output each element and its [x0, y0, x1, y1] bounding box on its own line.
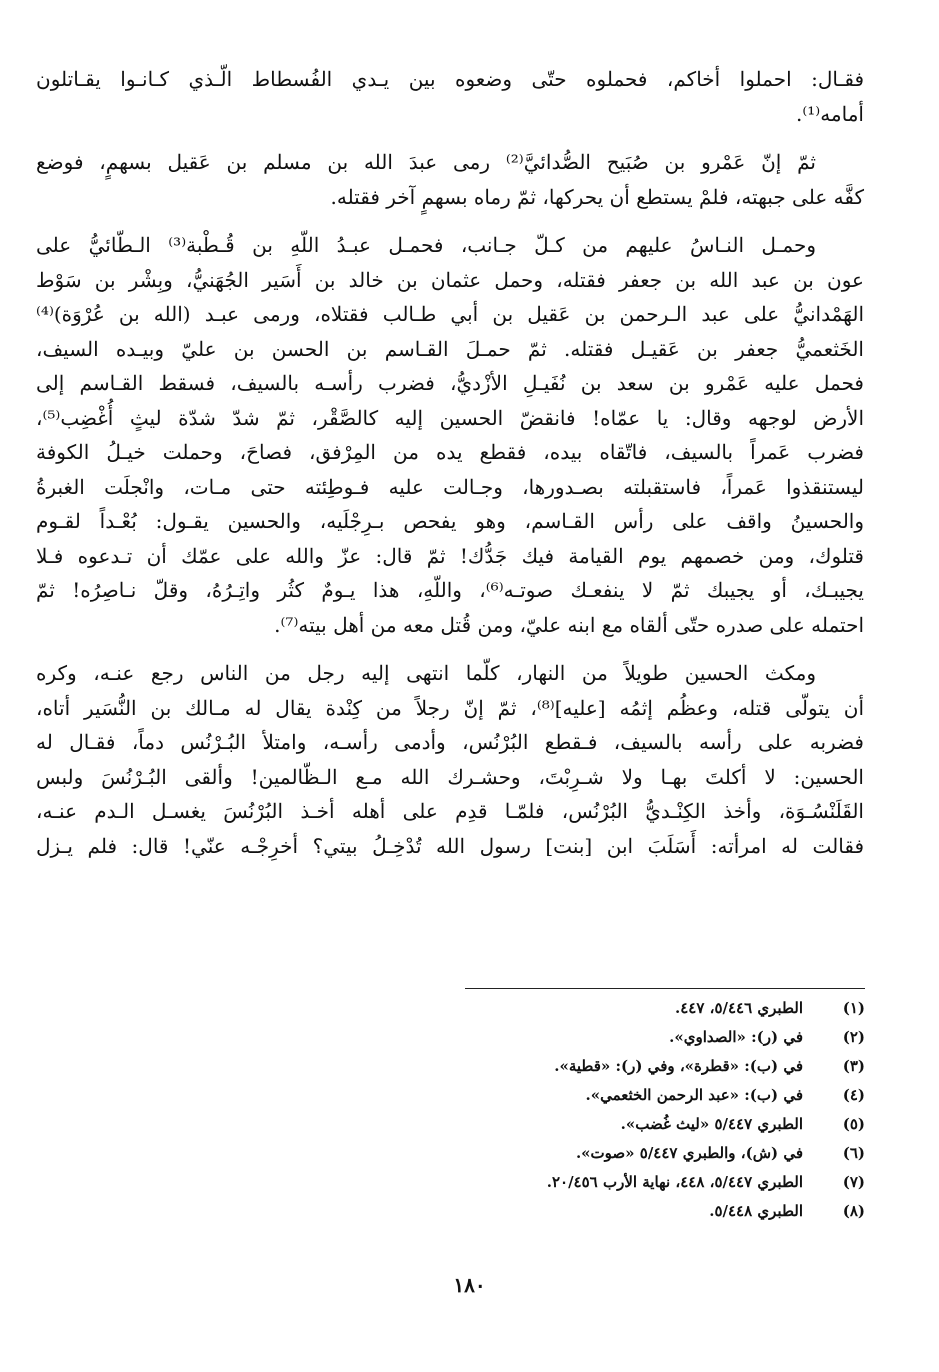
- footnote-text: الطبري ٥/٤٤٧ «ليث غُضب».: [620, 1115, 803, 1133]
- page-number: ١٨٠: [453, 1273, 486, 1297]
- footnote-number: (٥): [842, 1115, 865, 1133]
- footnote-number: (٤): [842, 1086, 865, 1104]
- footnote-text: في (ب): «عبد الرحمن الخثعمي».: [585, 1086, 803, 1104]
- footnote: [85, 1139, 865, 1168]
- text-line: قتلوك، ومن خصمهم يوم القيامة فيك جَدُّك! ثمّ قال: عزّ والله على عمّك أن تـدعوه فـلا: [36, 543, 864, 568]
- paragraph: [36, 145, 864, 214]
- text-line: فقالت له امرأته: أَسَلَبَ ابن [بنت] رسول الله تُدْخِـلُ بيتي؟ أخرِجْـه عنّي! قال: فلم يـزل: [36, 833, 864, 858]
- text-line: أمامه⁽¹⁾.: [795, 101, 864, 126]
- footnote-text: في (ب): «قطرة»، وفي (ر): «قطية».: [554, 1057, 803, 1075]
- footnote-number: (٢): [842, 1028, 865, 1046]
- text-line: يجيبـك، أو يجيبك ثمّ لا ينفعـك صوتـه⁽⁶⁾، واللّهِ، هذا يـومٌ كثُر واتِـرُهُ، وقلّ نـاصِرُه! ثمّ: [36, 578, 864, 602]
- main-text: [36, 62, 864, 877]
- footnote-divider: [465, 988, 865, 989]
- paragraph: [36, 656, 864, 863]
- footnote: [85, 1168, 865, 1197]
- text-line: وحمـل النـاسُ عليهم من كـلّ جـانب، فحمـل عبـدُ اللّهِ بن قُـطْبة⁽³⁾ الـطّائيُّ على: [36, 233, 816, 257]
- footnote-text: الطبري ٥/٤٤٧، ٤٤٨، نهاية الأرب ٢٠/٤٥٦.: [546, 1173, 803, 1191]
- text-line: ومكث الحسين طويلاً من النهار، كلّما انتهى إليه رجل من الناس رجع عنـه، وكره: [36, 661, 816, 685]
- footnote-number: (١): [842, 999, 865, 1017]
- footnote: [85, 1081, 865, 1110]
- text-line: أن يتولّى قتله، وعظُم إثمُه [عليه]⁽⁸⁾، ثمّ إنّ رجلاً من كِنْدة يقال له مـالك بن النُّسَير أتاه،: [36, 695, 865, 720]
- text-line: الحسين: لا أكلتَ بهـا ولا شـرِبْتَ، وحشـرك الله مـع الـظّالمين! وألقى البُـرْنُسَ ولبس: [36, 764, 864, 789]
- footnote: [85, 1023, 865, 1052]
- footnote-text: الطبري ٥/٤٤٨.: [709, 1202, 803, 1220]
- text-line: القَلَنْسُـوَة، وأخذ الكِنْـديُّ البُرْنُس، فلمّـا قدِم على أهله أخـذ البُرْنُسَ يغسـل الـدم عنـه،: [36, 799, 864, 823]
- text-line: عون بن عبد الله بن جعفر فقتله، وحمل عثمان بن خالد بن أَسَير الجُهَنيُّ، وبِشْر بن سَوْط: [36, 267, 864, 292]
- footnote: [85, 994, 865, 1023]
- footnote-text: في (ر): «الصداوي».: [669, 1028, 803, 1046]
- text-line: احتمله على صدره حتّى ألقاه مع ابنه عليّ، ومن قُتل معه من أهل بيته⁽⁷⁾.: [274, 612, 864, 637]
- paragraph: [36, 62, 864, 131]
- footnote: [85, 1197, 865, 1226]
- text-line: ثمّ إنّ عَمْرو بن صُبَيح الصُّدائيَّ⁽²⁾ رمى عبدَ الله بن مسلم بن عَقيل بسهمٍ، فوضع: [36, 150, 816, 174]
- footnote: [85, 1110, 865, 1139]
- footnote-text: الطبري ٥/٤٤٦، ٤٤٧.: [674, 999, 803, 1017]
- footnote-number: (٨): [842, 1202, 865, 1220]
- footnote-text: في (ش)، والطبري ٥/٤٤٧ «صوت».: [575, 1144, 803, 1162]
- text-line: الهَمْدانيُّ على عبد الـرحمن بن عَقيل بن أبي طـالب فقتلاه، ورمى عبـد (الله بن عُرْوَة)⁽⁴⁾: [36, 302, 864, 326]
- text-line: فقـال: احملوا أخاكم، فحملوه حتّى وضعوه بين يـدي الفُسطاط الّـذي كـانـوا يقـاتلون: [36, 67, 864, 91]
- footnotes: [85, 994, 865, 1226]
- text-line: الخَثعميُّ جعفر بن عَقيـل فقتله. ثمّ حمـلَ القـاسم بن الحسن بن عليّ وبيـده السيف،: [36, 336, 864, 361]
- text-line: فحمل عليه عَمْرو بن سعد بن نُفَيـلِ الأزْديُّ، فضرب رأسـه بالسيف، فسقط القـاسم إلى: [36, 371, 864, 395]
- footnote: [85, 1052, 865, 1081]
- text-line: الأرض لوجهه وقال: يا عمّاه! فانقضّ الحسين إليه كالصَّقْر، ثمّ شدّ شدّة ليثٍ أُغْضِب⁽⁵⁾،: [36, 405, 865, 430]
- footnote-number: (٦): [842, 1144, 865, 1162]
- text-line: ليستنقذوا عَمراً، فاستقبلته بصـدورها، وجـالت عليه فـوطِئته حتى مـات، وانْجلَت الغبرةُ: [36, 474, 864, 499]
- text-line: فضرب عَمراً بالسيف، فاتّقاه بيده، فقطع يده من المِرْفق، فصاحَ، وحملت خيـلُ الكوفة: [36, 440, 864, 464]
- paragraph: [36, 228, 864, 642]
- footnote-number: (٧): [842, 1173, 865, 1191]
- text-line: كفَّه على جبهته، فلمْ يستطع أن يحركها، ثمّ رماه بسهمٍ آخر فقتله.: [330, 184, 864, 209]
- footnote-number: (٣): [842, 1057, 865, 1075]
- text-line: فضربه على رأسه بالسيف، فـقطع البُرْنُس، وأدمى رأسـه، وامتلأ البُـرْنُس دماً، فقـال له: [36, 730, 864, 754]
- text-line: والحسينُ واقف على رأس القـاسم، وهو يفحص بـرِجْلَيه، والحسين يقـول: بُعْـداً لقـوم: [36, 509, 864, 533]
